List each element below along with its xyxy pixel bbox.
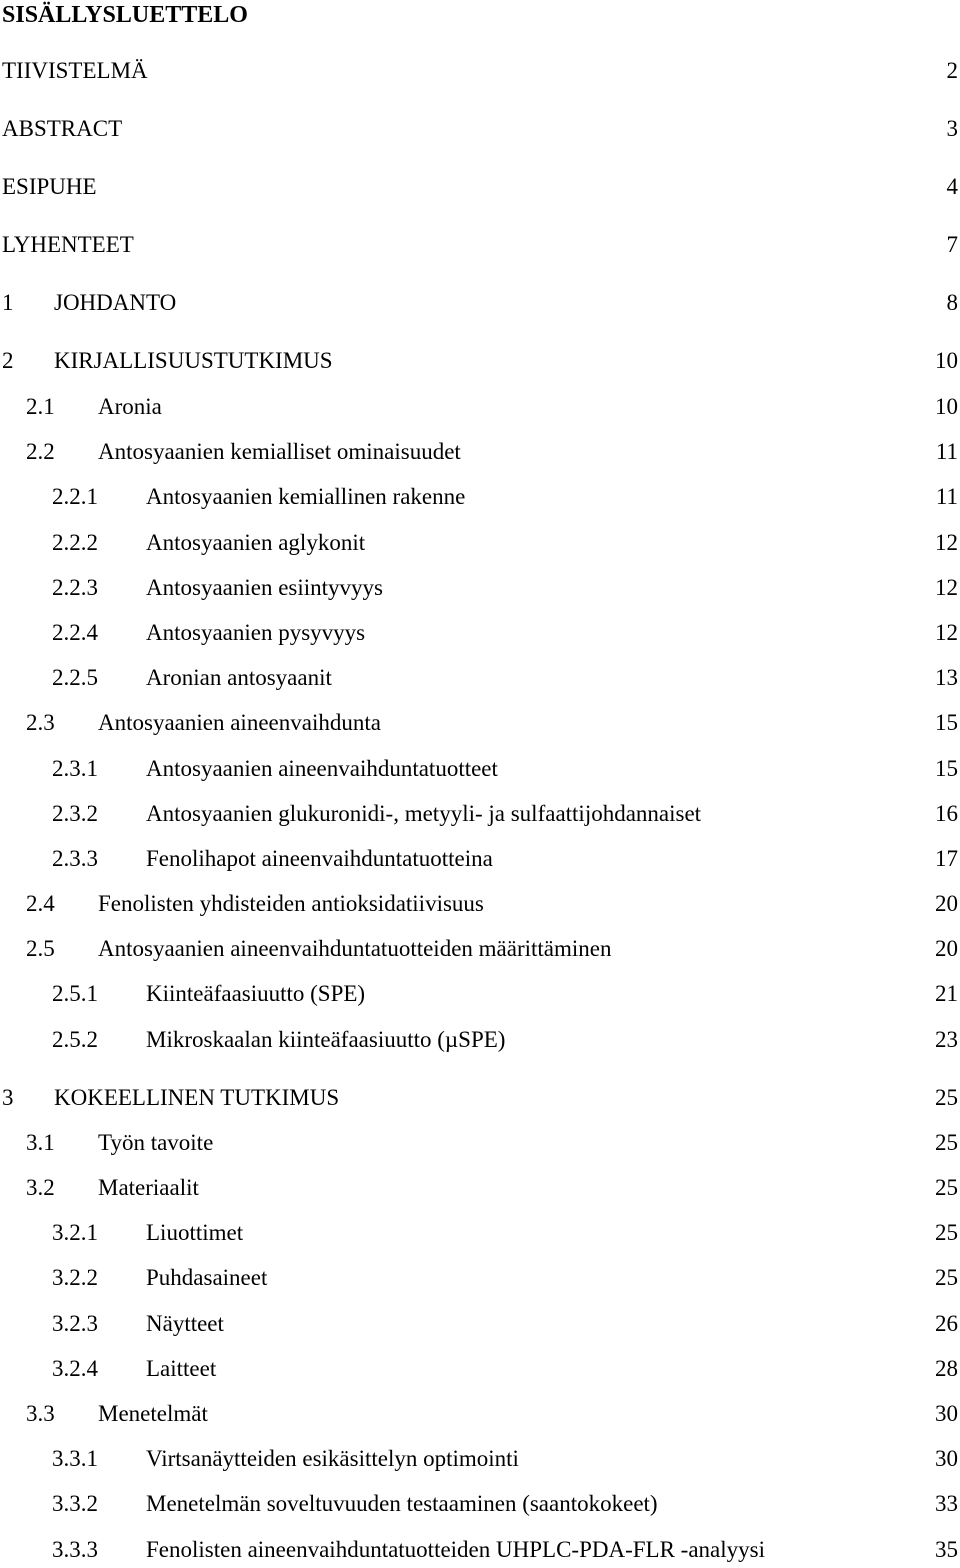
toc-entry [0, 663, 960, 693]
toc-entry-label: ABSTRACT [2, 116, 123, 141]
toc-entry [0, 1025, 960, 1055]
toc-entry [0, 392, 960, 422]
toc-entry-label: Fenolisten aineenvaihduntatuotteiden UHPLC-PDA-FLR -analyysi [146, 1537, 765, 1562]
toc-entry-number: 2.5 [26, 936, 55, 961]
toc-entry [0, 1399, 960, 1429]
toc-entry-label: KOKEELLINEN TUTKIMUS [54, 1085, 340, 1110]
toc-entry-number: 2.2 [26, 439, 55, 464]
toc-entry-label: Antosyaanien esiintyvyys [146, 575, 383, 600]
toc-entry [0, 56, 960, 86]
toc-entry [0, 172, 960, 202]
toc-entry [0, 799, 960, 829]
toc-entry [0, 1535, 960, 1565]
toc-entry-number: 3.3.2 [52, 1491, 98, 1516]
toc-entry-page-number: 30 [935, 1401, 958, 1426]
toc-entry-page-number: 21 [935, 981, 958, 1006]
toc-entry-number: 2.5.1 [52, 981, 98, 1006]
toc-entry [0, 1444, 960, 1474]
toc-entry-page-number: 12 [935, 620, 958, 645]
toc-entry-label: Liuottimet [146, 1220, 244, 1245]
toc-entry-page-number: 25 [935, 1175, 958, 1200]
toc-entry [0, 230, 960, 260]
toc-entry-page-number: 2 [946, 58, 958, 83]
toc-entry-number: 3.2.1 [52, 1220, 98, 1245]
toc-entry-page-number: 12 [935, 575, 958, 600]
toc-entry-page-number: 3 [946, 116, 958, 141]
toc-entry-label: Fenolihapot aineenvaihduntatuotteina [146, 846, 493, 871]
toc-entry-number: 2.4 [26, 891, 55, 916]
toc-entry-label: Materiaalit [98, 1175, 199, 1200]
toc-entry-label: Menetelmän soveltuvuuden testaaminen (saantokokeet) [146, 1491, 658, 1516]
toc-entry-number: 2.2.4 [52, 620, 98, 645]
toc-entry-number: 2.2.3 [52, 575, 98, 600]
toc-entry-label: Aronian antosyaanit [146, 665, 332, 690]
toc-entry-page-number: 20 [935, 891, 958, 916]
toc-entry-label: Kiinteäfaasiuutto (SPE) [146, 981, 366, 1006]
toc-entry [0, 346, 960, 376]
toc-entry-page-number: 10 [935, 348, 958, 373]
toc-entry-number: 2.5.2 [52, 1027, 98, 1052]
toc-entry-page-number: 25 [935, 1265, 958, 1290]
toc-entry-label: TIIVISTELMÄ [2, 58, 148, 83]
toc-entry-number: 3.2 [26, 1175, 55, 1200]
toc-entry-number: 3.2.2 [52, 1265, 98, 1290]
toc-entry-label: Laitteet [146, 1356, 217, 1381]
toc-entry-label: Antosyaanien kemialliset ominaisuudet [98, 439, 461, 464]
toc-entry-number: 3.3 [26, 1401, 55, 1426]
toc-entry [0, 889, 960, 919]
toc-entry-page-number: 16 [935, 801, 958, 826]
toc-entry-number: 2.2.5 [52, 665, 98, 690]
toc-entry-label: Antosyaanien kemiallinen rakenne [146, 484, 466, 509]
page-title: SISÄLLYSLUETTELO [2, 2, 248, 28]
toc-entry-page-number: 17 [935, 846, 958, 871]
toc-entry-label: Antosyaanien glukuronidi-, metyyli- ja sulfaattijohdannaiset [146, 801, 702, 826]
toc-entry-page-number: 25 [935, 1130, 958, 1155]
toc-entry-label: Näytteet [146, 1311, 224, 1336]
toc-entry-page-number: 11 [935, 484, 958, 509]
toc-entry-label: JOHDANTO [54, 290, 177, 315]
toc-entry-page-number: 33 [935, 1491, 958, 1516]
toc-entry [0, 1309, 960, 1339]
toc-entry-label: KIRJALLISUUSTUTKIMUS [54, 348, 333, 373]
toc-entry [0, 1489, 960, 1519]
toc-entry-page-number: 12 [935, 530, 958, 555]
toc-entry-page-number: 26 [935, 1311, 958, 1336]
toc-entry-label: Antosyaanien aineenvaihduntatuotteet [146, 756, 498, 781]
toc-entry [0, 1173, 960, 1203]
toc-entry-label: Fenolisten yhdisteiden antioksidatiivisuus [98, 891, 484, 916]
toc-entry [0, 844, 960, 874]
toc-entry-number: 3.2.3 [52, 1311, 98, 1336]
toc-entry-page-number: 20 [935, 936, 958, 961]
toc-entry [0, 979, 960, 1009]
toc-entry-number: 2.3.1 [52, 756, 98, 781]
toc-entry-page-number: 28 [935, 1356, 958, 1381]
toc-entry-page-number: 25 [935, 1220, 958, 1245]
toc-entry [0, 482, 960, 512]
toc-entry-label: Mikroskaalan kiinteäfaasiuutto (µSPE) [146, 1027, 506, 1052]
toc-entry [0, 1263, 960, 1293]
toc-entry-number: 2.3.3 [52, 846, 98, 871]
toc-entry-number: 2.1 [26, 394, 55, 419]
toc-entry-page-number: 25 [935, 1085, 958, 1110]
toc-entry-page-number: 15 [935, 710, 958, 735]
toc-entry-number: 2 [2, 348, 14, 373]
toc-entry [0, 1218, 960, 1248]
toc-entry-label: Antosyaanien aineenvaihduntatuotteiden määrittäminen [98, 936, 612, 961]
toc-entry-label: Menetelmät [98, 1401, 208, 1426]
toc-entry [0, 1083, 960, 1113]
toc-entry-number: 1 [2, 290, 14, 315]
toc-entry-page-number: 13 [935, 665, 958, 690]
toc-entry [0, 437, 960, 467]
toc-entry-label: ESIPUHE [2, 174, 97, 199]
toc-entry-number: 3.2.4 [52, 1356, 98, 1381]
toc-entry-number: 2.3.2 [52, 801, 98, 826]
toc-entry [0, 618, 960, 648]
toc-entry [0, 1354, 960, 1384]
toc-entry-label: Virtsanäytteiden esikäsittelyn optimointi [146, 1446, 519, 1471]
toc-entry-page-number: 7 [946, 232, 958, 257]
toc-entry [0, 754, 960, 784]
toc-entry-page-number: 8 [946, 290, 958, 315]
toc-entry-label: Antosyaanien aglykonit [146, 530, 366, 555]
toc-entry-label: LYHENTEET [2, 232, 134, 257]
toc-entry [0, 934, 960, 964]
toc-entry-label: Työn tavoite [98, 1130, 214, 1155]
toc-entry-number: 2.2.2 [52, 530, 98, 555]
toc-entry-number: 3.1 [26, 1130, 55, 1155]
toc-entry [0, 708, 960, 738]
toc-entry-page-number: 4 [946, 174, 958, 199]
toc-entry-page-number: 23 [935, 1027, 958, 1052]
toc-entry-label: Aronia [98, 394, 162, 419]
toc-entry-number: 3.3.1 [52, 1446, 98, 1471]
toc-entry [0, 528, 960, 558]
toc-entry-label: Puhdasaineet [146, 1265, 268, 1290]
toc-entry-page-number: 35 [935, 1537, 958, 1562]
toc-entry-label: Antosyaanien aineenvaihdunta [98, 710, 381, 735]
toc-entry [0, 288, 960, 318]
toc-entry-number: 3 [2, 1085, 14, 1110]
toc-entry-page-number: 10 [935, 394, 958, 419]
toc-entry-page-number: 30 [935, 1446, 958, 1471]
toc-entry-number: 2.3 [26, 710, 55, 735]
toc-entry-page-number: 15 [935, 756, 958, 781]
toc-entry-number: 2.2.1 [52, 484, 98, 509]
toc-entry [0, 1128, 960, 1158]
toc-entry-number: 3.3.3 [52, 1537, 98, 1562]
toc-entry [0, 114, 960, 144]
toc-entry [0, 573, 960, 603]
toc-entry-page-number: 11 [935, 439, 958, 464]
toc-entry-label: Antosyaanien pysyvyys [146, 620, 366, 645]
